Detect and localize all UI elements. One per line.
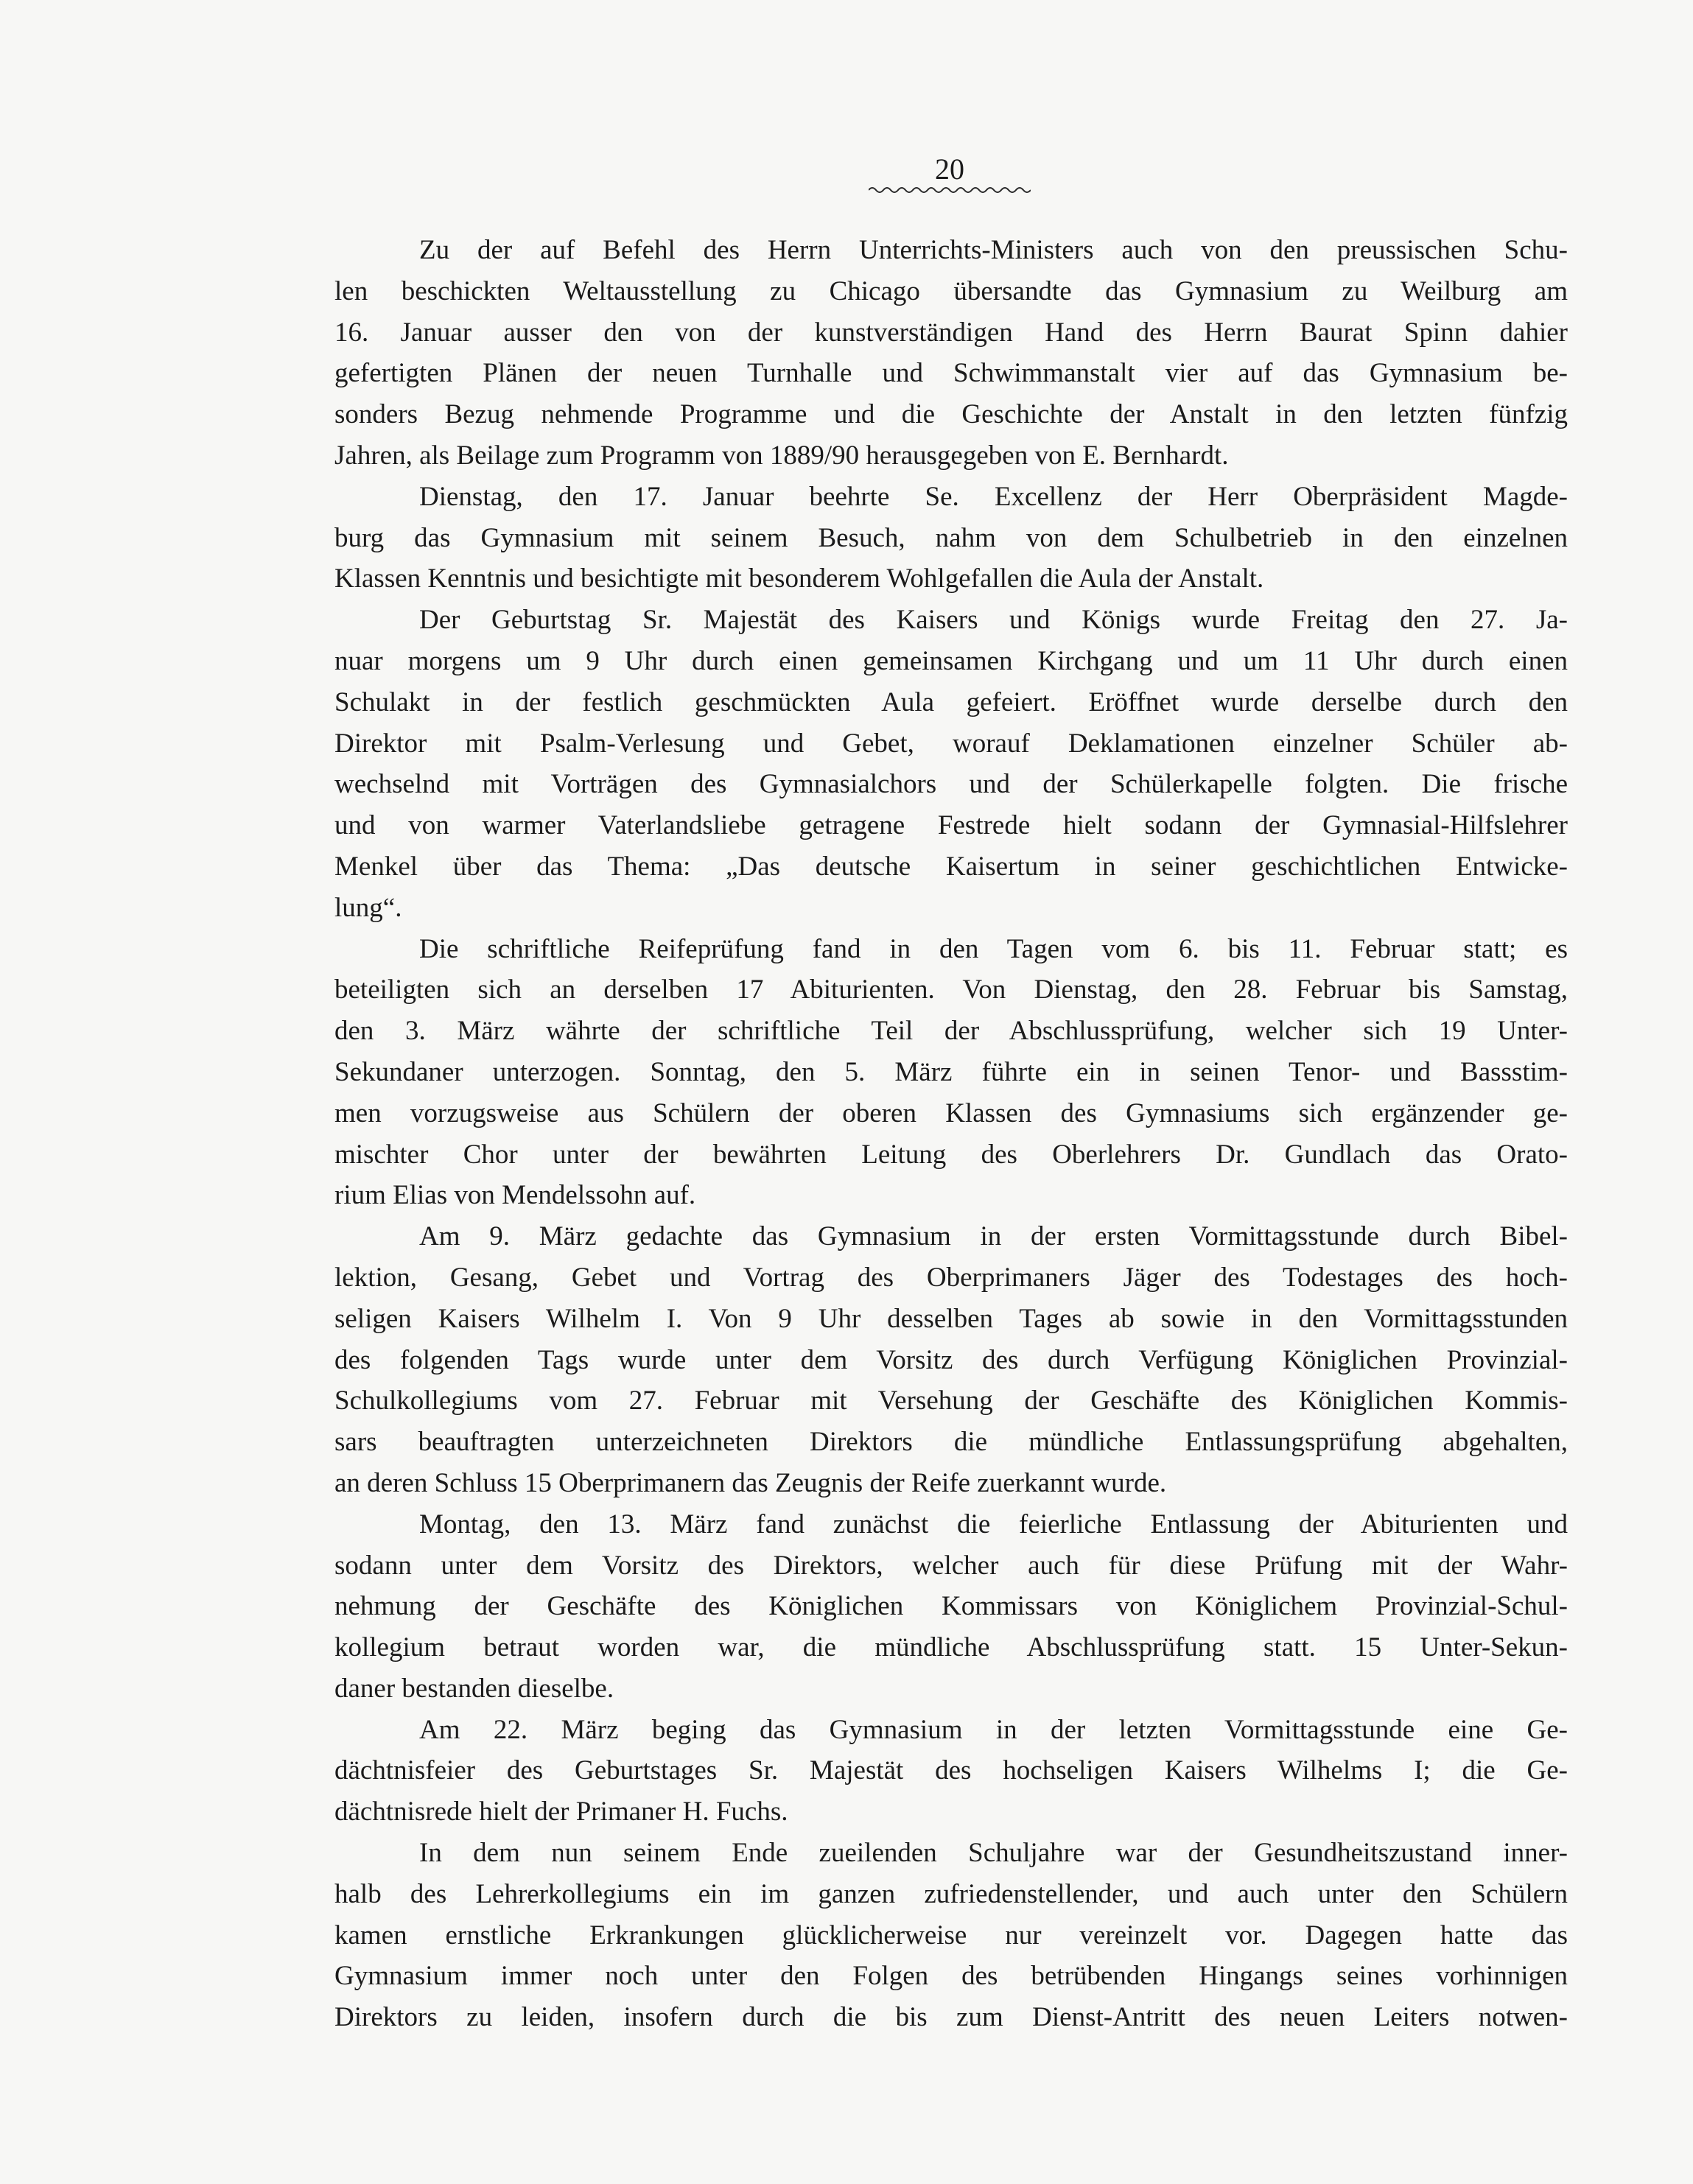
text-line: nuar morgens um 9 Uhr durch einen gemeinsamen Kirchgang und um 11 Uhr durch einen xyxy=(334,645,1568,676)
text-line: Schulakt in der festlich geschmückten Aula gefeiert. Eröffnet wurde derselbe durch den xyxy=(334,687,1568,717)
wavy-rule-ornament xyxy=(869,184,1031,196)
text-line: an deren Schluss 15 Oberprimanern das Zeugnis der Reife zuerkannt wurde. xyxy=(334,1467,1167,1498)
text-line: In dem nun seinem Ende zueilenden Schuljahre war der Gesundheitszustand inner- xyxy=(419,1838,1568,1869)
text-line: Direktors zu leiden, insofern durch die bis zum Dienst-Antritt des neuen Leiters notwen- xyxy=(334,2002,1568,2033)
text-line: dächtnisfeier des Geburtstages Sr. Majestät des hochseligen Kaisers Wilhelms I; die Ge- xyxy=(334,1755,1568,1786)
text-line: Zu der auf Befehl des Herrn Unterrichts-Ministers auch von den preussischen Schu- xyxy=(419,235,1568,265)
text-line: lung“. xyxy=(334,892,402,923)
page-number: 20 xyxy=(935,152,964,186)
text-line: gefertigten Plänen der neuen Turnhalle und Schwimmanstalt vier auf das Gymnasium be- xyxy=(334,358,1568,389)
text-line: Gymnasium immer noch unter den Folgen des betrübenden Hingangs seines vorhinnigen xyxy=(334,1961,1568,1992)
body-text xyxy=(334,230,1568,2038)
text-line: Am 9. März gedachte das Gymnasium in der ersten Vormittagsstunde durch Bibel- xyxy=(419,1221,1568,1252)
text-line: Der Geburtstag Sr. Majestät des Kaisers und Königs wurde Freitag den 27. Ja- xyxy=(419,605,1568,636)
text-line: Jahren, als Beilage zum Programm von 1889/90 herausgegeben von E. Bernhardt. xyxy=(334,440,1229,471)
text-line: Die schriftliche Reifeprüfung fand in den Tagen vom 6. bis 11. Februar statt; es xyxy=(419,933,1568,964)
text-line: wechselnd mit Vorträgen des Gymnasialchors und der Schülerkapelle folgten. Die frische xyxy=(334,769,1568,800)
text-line: seligen Kaisers Wilhelm I. Von 9 Uhr desselben Tages ab sowie in den Vormittagsstunden xyxy=(334,1303,1568,1334)
text-line: len beschickten Weltausstellung zu Chicago übersandte das Gymnasium zu Weilburg am xyxy=(334,275,1568,306)
text-line: kamen ernstliche Erkrankungen glücklicherweise nur vereinzelt vor. Dagegen hatte das xyxy=(334,1920,1568,1950)
text-line: des folgenden Tags wurde unter dem Vorsitz des durch Verfügung Königlichen Provinzial- xyxy=(334,1344,1568,1375)
text-line: Klassen Kenntnis und besichtigte mit besonderem Wohlgefallen die Aula der Anstalt. xyxy=(334,563,1264,594)
text-line: Sekundaner unterzogen. Sonntag, den 5. März führte ein in seinen Tenor- und Bassstim- xyxy=(334,1056,1568,1087)
text-line: Am 22. März beging das Gymnasium in der letzten Vormittagsstunde eine Ge- xyxy=(419,1714,1568,1745)
text-line: Menkel über das Thema: „Das deutsche Kaisertum in seiner geschichtlichen Entwicke- xyxy=(334,851,1568,882)
text-line: kollegium betraut worden war, die mündliche Abschlussprüfung statt. 15 Unter-Sekun- xyxy=(334,1632,1568,1663)
text-line: dächtnisrede hielt der Primaner H. Fuchs. xyxy=(334,1797,788,1827)
text-line: sonders Bezug nehmende Programme und die Geschichte der Anstalt in den letzten fünfzig xyxy=(334,399,1568,430)
text-line: Direktor mit Psalm-Verlesung und Gebet, worauf Deklamationen einzelner Schüler ab- xyxy=(334,728,1568,759)
text-line: mischter Chor unter der bewährten Leitung des Oberlehrers Dr. Gundlach das Orato- xyxy=(334,1139,1568,1170)
text-line: sodann unter dem Vorsitz des Direktors, welcher auch für diese Prüfung mit der Wahr- xyxy=(334,1550,1568,1581)
text-line: men vorzugsweise aus Schülern der oberen Klassen des Gymnasiums sich ergänzender ge- xyxy=(334,1098,1568,1128)
text-line: beteiligten sich an derselben 17 Abiturienten. Von Dienstag, den 28. Februar bis Samstag, xyxy=(334,975,1568,1005)
text-line: burg das Gymnasium mit seinem Besuch, nahm von dem Schulbetrieb in den einzelnen xyxy=(334,522,1568,553)
text-line: den 3. März währte der schriftliche Teil der Abschlussprüfung, welcher sich 19 Unter- xyxy=(334,1016,1568,1047)
text-line: 16. Januar ausser den von der kunstverständigen Hand des Herrn Baurat Spinn dahier xyxy=(334,317,1568,348)
text-line: sars beauftragten unterzeichneten Direktors die mündliche Entlassungsprüfung abgehalten, xyxy=(334,1427,1568,1458)
text-line: Montag, den 13. März fand zunächst die feierliche Entlassung der Abiturienten und xyxy=(419,1509,1568,1539)
text-line: Schulkollegiums vom 27. Februar mit Versehung der Geschäfte des Königlichen Kommis- xyxy=(334,1386,1568,1416)
text-line: rium Elias von Mendelssohn auf. xyxy=(334,1180,696,1211)
text-line: und von warmer Vaterlandsliebe getragene Festrede hielt sodann der Gymnasial-Hilfslehrer xyxy=(334,810,1568,841)
text-line: daner bestanden dieselbe. xyxy=(334,1673,614,1704)
text-line: halb des Lehrerkollegiums ein im ganzen zufriedenstellender, und auch unter den Schülern xyxy=(334,1878,1568,1909)
text-line: nehmung der Geschäfte des Königlichen Kommissars von Königlichem Provinzial-Schul- xyxy=(334,1591,1568,1622)
text-line: lektion, Gesang, Gebet und Vortrag des Oberprimaners Jäger des Todestages des hoch- xyxy=(334,1262,1568,1293)
text-line: Dienstag, den 17. Januar beehrte Se. Excellenz der Herr Oberpräsident Magde- xyxy=(419,481,1568,512)
